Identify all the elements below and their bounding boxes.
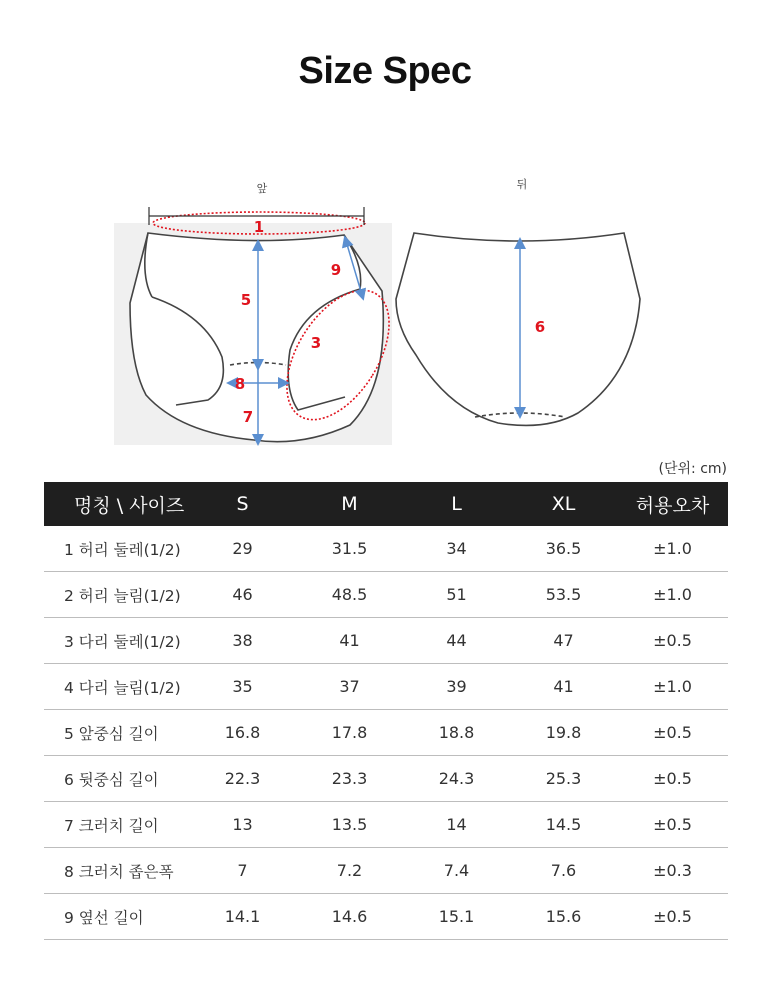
table-cell: 34 (403, 526, 510, 572)
table-row (44, 526, 728, 572)
table-cell: 17.8 (296, 710, 403, 756)
table-cell: 46 (189, 572, 296, 618)
table-cell: 15.1 (403, 894, 510, 940)
table-cell: 14.5 (510, 802, 617, 848)
marker-5: 5 (240, 291, 252, 309)
table-cell: ±0.5 (617, 756, 728, 802)
table-cell: 51 (403, 572, 510, 618)
table-row (44, 572, 728, 618)
table-row (44, 894, 728, 940)
marker-7: 7 (242, 408, 254, 426)
size-spec-table (44, 482, 728, 940)
header-name-size: 명칭 \ 사이즈 (44, 482, 189, 526)
table-cell: 39 (403, 664, 510, 710)
table-cell: 47 (510, 618, 617, 664)
row-label: 7 크러치 길이 (44, 802, 189, 848)
table-cell: 23.3 (296, 756, 403, 802)
size-diagram (100, 165, 660, 455)
table-cell: 15.6 (510, 894, 617, 940)
table-cell: 13 (189, 802, 296, 848)
table-cell: ±0.5 (617, 710, 728, 756)
table-cell: 37 (296, 664, 403, 710)
table-cell: 13.5 (296, 802, 403, 848)
unit-note: (단위: cm) (658, 461, 727, 477)
front-garment-outline (130, 233, 383, 442)
table-body (44, 526, 728, 940)
table-cell: 7.2 (296, 848, 403, 894)
table-cell: 16.8 (189, 710, 296, 756)
marker-8: 8 (234, 375, 246, 393)
table-cell: 19.8 (510, 710, 617, 756)
front-view-label: 앞 (256, 182, 268, 195)
table-header-row (44, 482, 728, 526)
table-cell: 14.6 (296, 894, 403, 940)
table-row (44, 848, 728, 894)
header-col-1: S (189, 482, 296, 526)
table-cell: 29 (189, 526, 296, 572)
table-cell: 14.1 (189, 894, 296, 940)
table-cell: 18.8 (403, 710, 510, 756)
table-cell: 14 (403, 802, 510, 848)
table-row (44, 664, 728, 710)
table-cell: 38 (189, 618, 296, 664)
table-cell: ±0.3 (617, 848, 728, 894)
table-cell: ±0.5 (617, 618, 728, 664)
header-col-4: XL (510, 482, 617, 526)
table-cell: 44 (403, 618, 510, 664)
marker-3: 3 (310, 334, 322, 352)
table-cell: 41 (510, 664, 617, 710)
table-cell: 7.6 (510, 848, 617, 894)
marker-1: 1 (253, 218, 265, 236)
table-row (44, 756, 728, 802)
row-label: 2 허리 늘림(1/2) (44, 572, 189, 618)
row-label: 8 크러치 좁은폭 (44, 848, 189, 894)
table-cell: 7.4 (403, 848, 510, 894)
row-label: 3 다리 둘레(1/2) (44, 618, 189, 664)
back-view-label: 뒤 (516, 178, 528, 191)
table-cell: 25.3 (510, 756, 617, 802)
table-cell: 41 (296, 618, 403, 664)
table-cell: 22.3 (189, 756, 296, 802)
header-col-3: L (403, 482, 510, 526)
row-label: 6 뒷중심 길이 (44, 756, 189, 802)
table-cell: ±1.0 (617, 572, 728, 618)
row-label: 5 앞중심 길이 (44, 710, 189, 756)
table-cell: 35 (189, 664, 296, 710)
marker-6: 6 (534, 318, 546, 336)
back-garment-outline (396, 233, 640, 425)
row-label: 4 다리 늘림(1/2) (44, 664, 189, 710)
row-label: 9 옆선 길이 (44, 894, 189, 940)
table-cell: 24.3 (403, 756, 510, 802)
table-cell: ±0.5 (617, 894, 728, 940)
row-label: 1 허리 둘레(1/2) (44, 526, 189, 572)
table-row (44, 802, 728, 848)
table-cell: ±0.5 (617, 802, 728, 848)
table-cell: 53.5 (510, 572, 617, 618)
table-cell: ±1.0 (617, 664, 728, 710)
table-row (44, 618, 728, 664)
table-cell: 36.5 (510, 526, 617, 572)
marker-9: 9 (330, 261, 342, 279)
table-cell: ±1.0 (617, 526, 728, 572)
table-row (44, 710, 728, 756)
table-cell: 7 (189, 848, 296, 894)
header-col-5: 허용오차 (617, 482, 728, 526)
header-col-2: M (296, 482, 403, 526)
table-cell: 48.5 (296, 572, 403, 618)
table-cell: 31.5 (296, 526, 403, 572)
page-title: Size Spec (298, 50, 472, 92)
